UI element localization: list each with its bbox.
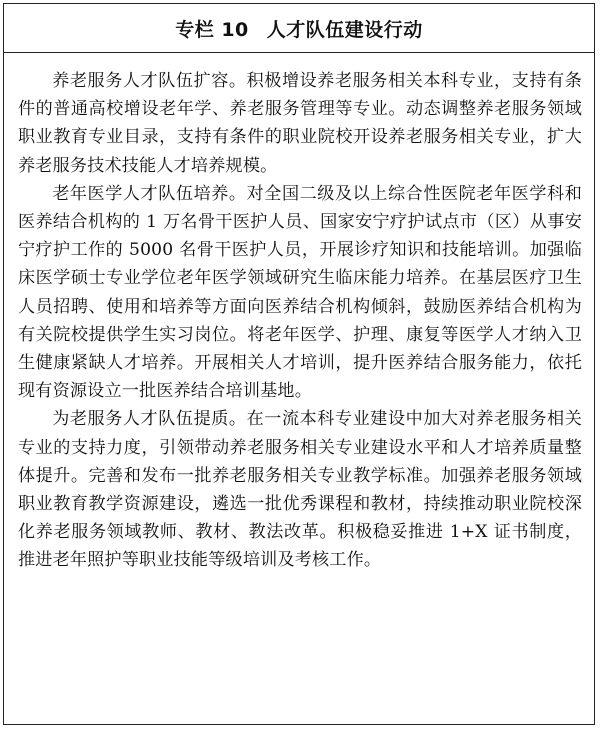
paragraph-lead: 为老服务人才队伍提质。 <box>52 409 247 430</box>
paragraph-body: 积极增设养老服务相关本科专业，支持有条件的普通高校增设老年学、养老服务管理等专业。动态调整养老服务领域职业教育专业目录，支持有条件的职业院校开设养老服务相关专业，扩大养老服务技术技能人才培养规模。 <box>18 71 582 176</box>
paragraph-lead: 养老服务人才队伍扩容。 <box>52 71 247 91</box>
paragraph-body: 对全国二级及以上综合性医院老年医学科和医养结合机构的 1 万名骨干医护人员、国家安宁疗护试点市（区）从事安宁疗护工作的 5000 名骨干医护人员，开展诊疗知识和技能培训。加强临床医学硕士专业学位老年医学领域研究生临床能力培养。在基层医疗卫生人员招聘、使用和培养等方面向医养结合机构倾斜，鼓励医养结合机构为有关院校提供学生实习岗位。将老年医学、护理、康复等医学人才纳入卫生健康紧缺人才培养。开展相关人才培训，提升医养结合服务能力，依托现有资源设立一批医养结合培训基地。 <box>18 183 582 402</box>
paragraph-quality-improvement <box>18 405 582 574</box>
column-title <box>4 4 594 53</box>
paragraph-talent-expansion <box>18 67 582 180</box>
column-content <box>4 53 594 575</box>
column-number: 专栏 10 <box>175 18 249 41</box>
column-heading: 人才队伍建设行动 <box>266 18 423 41</box>
paragraph-lead: 老年医学人才队伍培养。 <box>52 183 247 204</box>
column-box <box>3 3 595 725</box>
paragraph-body: 在一流本科专业建设中加大对养老服务相关专业的支持力度，引领带动养老服务相关专业建设水平和人才培养质量整体提升。完善和发布一批养老服务相关专业教学标准。加强养老服务领域职业教育教学资源建设，遴选一批优秀课程和教材，持续推动职业院校深化养老服务领域教师、教材、教法改革。积极稳妥推进 1+X 证书制度，推进老年照护等职业技能等级培训及考核工作。 <box>18 409 582 571</box>
paragraph-geriatric-training <box>18 180 582 406</box>
